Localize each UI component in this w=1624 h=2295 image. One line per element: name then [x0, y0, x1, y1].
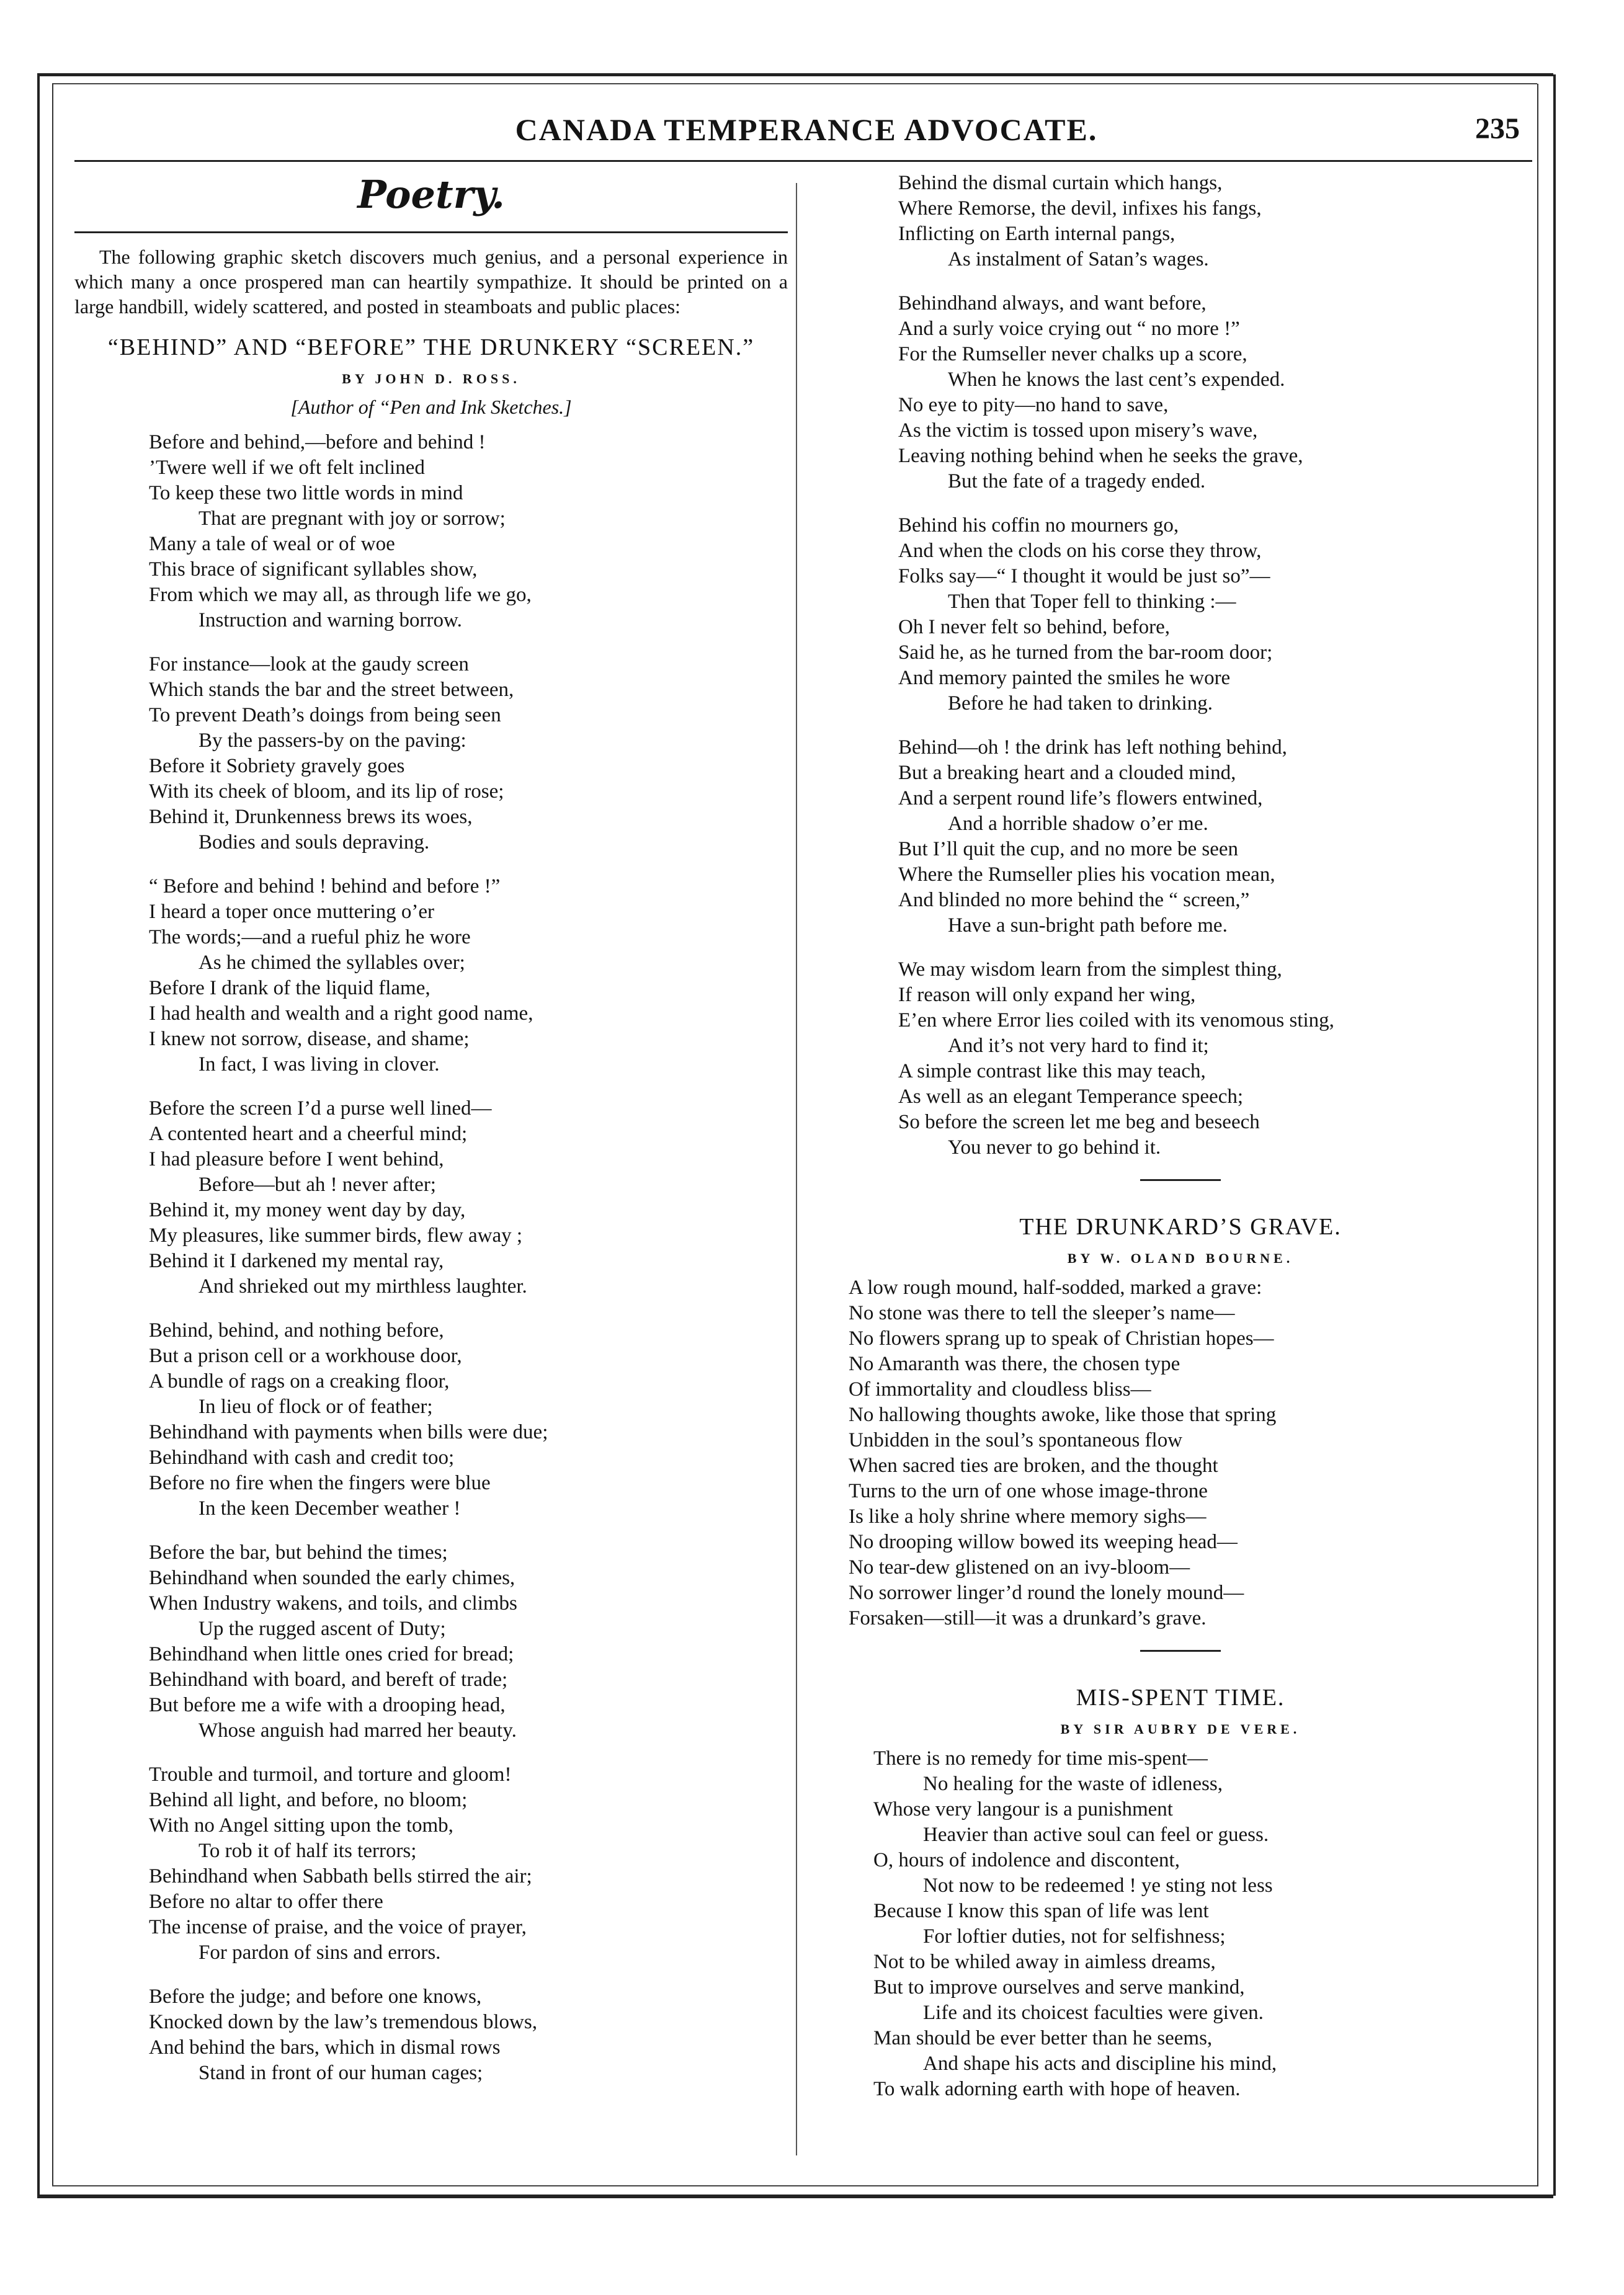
poem3-byline: BY SIR AUBRY DE VERE. [1060, 1721, 1301, 1737]
poem-line: I had health and wealth and a right good name, [149, 1002, 533, 1025]
separator-rule [1140, 1650, 1221, 1652]
poem-title: “BEHIND” AND “BEFORE” THE DRUNKERY “SCREEN.” [107, 334, 755, 360]
poem-line: With no Angel sitting upon the tomb, [149, 1814, 453, 1837]
poem2-byline: BY W. OLAND BOURNE. [1067, 1250, 1294, 1266]
stanza [824, 957, 1537, 1161]
stanza [74, 1762, 788, 1966]
poem-line: And shrieked out my mirthless laughter. [199, 1275, 527, 1298]
poem-line: This brace of significant syllables show, [149, 558, 478, 581]
section-heading: Poetry. [357, 172, 505, 217]
intro-paragraph: The following graphic sketch discovers much genius, and a personal experience in which many a once prospered man can heartily sympathize. It should be printed on a large handbill, widely scattered, and posted in steamboats and public places: [74, 246, 788, 318]
poem-line: If reason will only expand her wing, [898, 984, 1196, 1006]
separator-rule [1140, 1179, 1221, 1181]
right-column [824, 171, 1537, 2121]
poem-line: Behind it I darkened my mental ray, [149, 1250, 444, 1272]
poem-line: Of immortality and cloudless bliss— [849, 1378, 1151, 1401]
poem-line: Behindhand always, and want before, [898, 292, 1207, 314]
poem-line: Before no altar to offer there [149, 1891, 383, 1913]
heading-rule [74, 231, 788, 233]
poem-line: No stone was there to tell the sleeper’s name— [849, 1302, 1235, 1324]
poem-line: No sorrower linger’d round the lonely mound— [849, 1582, 1244, 1604]
poem-line: For pardon of sins and errors. [199, 1941, 441, 1964]
poem-line: There is no remedy for time mis-spent— [873, 1747, 1208, 1770]
poem-line: And blinded no more behind the “ screen,” [898, 889, 1250, 911]
poem-line: When he knows the last cent’s expended. [948, 368, 1285, 391]
poem-line: For instance—look at the gaudy screen [149, 653, 469, 675]
poem-stanzas-right [824, 171, 1537, 1161]
poem-line: Behindhand with payments when bills were due; [149, 1421, 548, 1443]
poem-line: Before and behind,—before and behind ! [149, 431, 486, 453]
poem-line: Before the judge; and before one knows, [149, 1985, 482, 2008]
poem-line: Have a sun-bright path before me. [948, 914, 1228, 937]
poem-line: We may wisdom learn from the simplest thing, [898, 958, 1282, 981]
poem-line: Not to be whiled away in aimless dreams, [873, 1951, 1216, 1973]
poem-line: ’Twere well if we oft felt inclined [149, 457, 425, 479]
publication-title: CANADA TEMPERANCE ADVOCATE. [515, 112, 1098, 147]
poem-line: But a breaking heart and a clouded mind, [898, 762, 1236, 784]
poem-line: As well as an elegant Temperance speech; [898, 1085, 1244, 1108]
poem-byline: BY JOHN D. ROSS. [342, 371, 520, 386]
poem-line: And it’s not very hard to find it; [948, 1035, 1209, 1057]
poem-line: But I’ll quit the cup, and no more be seen [898, 838, 1239, 860]
poem-line: Stand in front of our human cages; [199, 2062, 483, 2084]
poem-line: No Amaranth was there, the chosen type [849, 1353, 1180, 1375]
poem-line: Before the bar, but behind the times; [149, 1541, 448, 1564]
poem-line: In fact, I was living in clover. [199, 1053, 440, 1076]
masthead-rule [74, 160, 1532, 162]
poem-line: Which stands the bar and the street between, [149, 679, 514, 701]
poem-line: No drooping willow bowed its weeping head— [849, 1531, 1238, 1553]
poem-line: For loftier duties, not for selfishness; [923, 1925, 1226, 1948]
poem-line: Up the rugged ascent of Duty; [199, 1618, 446, 1640]
poem-line: Before—but ah ! never after; [199, 1174, 436, 1196]
poem-line: Then that Toper fell to thinking :— [948, 590, 1236, 613]
poem-stanzas-left [74, 430, 788, 2086]
poem-line: Instruction and warning borrow. [199, 609, 462, 631]
poem-line: No tear-dew glistened on an ivy-bloom— [849, 1556, 1190, 1579]
poem-line: Behindhand with cash and credit too; [149, 1446, 455, 1469]
poem-line: Said he, as he turned from the bar-room door; [898, 641, 1273, 664]
stanza [74, 1096, 788, 1299]
poem-line: Before it Sobriety gravely goes [149, 755, 405, 777]
poem-line: The incense of praise, and the voice of prayer, [149, 1916, 527, 1938]
poem-line: Behind all light, and before, no bloom; [149, 1789, 468, 1811]
poem-line: And memory painted the smiles he wore [898, 667, 1231, 689]
stanza [74, 430, 788, 633]
poem-line: Behind, behind, and nothing before, [149, 1319, 444, 1342]
poem-line: But the fate of a tragedy ended. [948, 470, 1206, 492]
poem-line: Before I drank of the liquid flame, [149, 977, 431, 999]
poem2-title: THE DRUNKARD’S GRAVE. [1019, 1214, 1342, 1240]
stanza [74, 1984, 788, 2086]
poem-line: “ Before and behind ! behind and before !” [149, 875, 501, 898]
poem-line: And a horrible shadow o’er me. [948, 813, 1208, 835]
poem-line: That are pregnant with joy or sorrow; [199, 507, 506, 530]
poem-line: With its cheek of bloom, and its lip of rose; [149, 780, 504, 803]
poem-line: Because I know this span of life was lent [873, 1900, 1209, 1922]
poem-line: As the victim is tossed upon misery’s wave, [898, 419, 1258, 442]
frame-bottom-rule [37, 2195, 1553, 2198]
poem-line: But a prison cell or a workhouse door, [149, 1345, 462, 1367]
poem-line: Bodies and souls depraving. [199, 831, 430, 853]
poem-line: Behindhand when Sabbath bells stirred the air; [149, 1865, 532, 1887]
poem-line: In the keen December weather ! [199, 1497, 461, 1520]
poem-line: Before the screen I’d a purse well lined— [149, 1097, 492, 1120]
poem-attribution: [Author of “Pen and Ink Sketches.] [290, 396, 572, 418]
poem-line: E’en where Error lies coiled with its venomous sting, [898, 1009, 1334, 1032]
poem-line: Life and its choicest faculties were given. [923, 2002, 1264, 2024]
poem-line: Oh I never felt so behind, before, [898, 616, 1171, 638]
poem-line: My pleasures, like summer birds, flew away ; [149, 1224, 523, 1247]
poem-line: Behind it, Drunkenness brews its woes, [149, 806, 473, 828]
stanza [824, 735, 1537, 938]
stanza [824, 513, 1537, 716]
poem-line: When sacred ties are broken, and the thought [849, 1455, 1218, 1477]
poem-line: A contented heart and a cheerful mind; [149, 1123, 468, 1145]
poem-line: And a surly voice crying out “ no more !” [898, 318, 1240, 340]
poem-line: No flowers sprang up to speak of Christian hopes— [849, 1327, 1274, 1350]
stanza [74, 652, 788, 855]
poem-line: The words;—and a rueful phiz he wore [149, 926, 471, 948]
poem-line: Whose very langour is a punishment [873, 1798, 1173, 1820]
poem-line: A low rough mound, half-sodded, marked a grave: [849, 1277, 1262, 1299]
poem-line: O, hours of indolence and discontent, [873, 1849, 1180, 1871]
column-divider [796, 183, 797, 2155]
poem-line: Where the Rumseller plies his vocation mean, [898, 863, 1275, 886]
poem3-body [824, 1746, 1537, 2102]
poem-line: So before the screen let me beg and beseech [898, 1111, 1260, 1133]
poem-line: No healing for the waste of idleness, [923, 1773, 1223, 1795]
poem-line: Behind the dismal curtain which hangs, [898, 172, 1223, 194]
poem-line: Whose anguish had marred her beauty. [199, 1719, 517, 1742]
stanza [74, 874, 788, 1077]
poem-line: From which we may all, as through life we go, [149, 584, 532, 606]
poem-line: Behindhand when little ones cried for bread; [149, 1643, 514, 1665]
poem-line: Behindhand with board, and bereft of trade; [149, 1669, 508, 1691]
poem-line: Heavier than active soul can feel or guess. [923, 1824, 1269, 1846]
poem-line: I heard a toper once muttering o’er [149, 901, 434, 923]
poem3-title: MIS-SPENT TIME. [1076, 1685, 1285, 1711]
poem-line: As instalment of Satan’s wages. [948, 248, 1209, 270]
poem-line: Leaving nothing behind when he seeks the grave, [898, 445, 1303, 467]
poem-line: When Industry wakens, and toils, and climbs [149, 1592, 517, 1615]
stanza [824, 171, 1537, 272]
poem-line: To rob it of half its terrors; [199, 1840, 417, 1862]
poem-line: Before no fire when the fingers were blue [149, 1472, 491, 1494]
poem-line: Many a tale of weal or of woe [149, 533, 395, 555]
stanza [74, 1540, 788, 1744]
poem-line: Behind his coffin no mourners go, [898, 514, 1179, 537]
frame-bottom-inner-rule [52, 2185, 1537, 2186]
poem-line: Not now to be redeemed ! ye sting not less [923, 1874, 1273, 1897]
poem-line: No hallowing thoughts awoke, like those that spring [849, 1404, 1277, 1426]
poem-line: Behind—oh ! the drink has left nothing behind, [898, 736, 1287, 759]
poem-line: I had pleasure before I went behind, [149, 1148, 444, 1170]
poem-line: In lieu of flock or of feather; [199, 1396, 433, 1418]
poem-line: Man should be ever better than he seems, [873, 2027, 1213, 2049]
poem-line: Folks say—“ I thought it would be just so”— [898, 565, 1270, 587]
poem-line: For the Rumseller never chalks up a score, [898, 343, 1247, 365]
poem2-body [824, 1275, 1537, 1631]
poem-line: As he chimed the syllables over; [199, 951, 465, 974]
poem-line: And shape his acts and discipline his mind, [923, 2052, 1277, 2075]
poem-line: A bundle of rags on a creaking floor, [149, 1370, 450, 1393]
poem-line: And behind the bars, which in dismal rows [149, 2036, 501, 2059]
poem-line: Is like a holy shrine where memory sighs— [849, 1505, 1207, 1528]
poem-line: I knew not sorrow, disease, and shame; [149, 1028, 470, 1050]
left-column [74, 171, 788, 2105]
poem-line: Forsaken—still—it was a drunkard’s grave. [849, 1607, 1207, 1629]
poem-line: A simple contrast like this may teach, [898, 1060, 1206, 1082]
poem-line: And a serpent round life’s flowers entwined, [898, 787, 1263, 809]
page-number: 235 [1475, 112, 1520, 145]
poem-line: But before me a wife with a drooping head, [149, 1694, 506, 1716]
poem-line: Behind it, my money went day by day, [149, 1199, 466, 1221]
poem-line: To prevent Death’s doings from being seen [149, 704, 501, 726]
poem-line: Behindhand when sounded the early chimes, [149, 1567, 515, 1589]
poem-line: To walk adorning earth with hope of heaven. [873, 2078, 1241, 2100]
poem-line: Inflicting on Earth internal pangs, [898, 223, 1176, 245]
poem-line: Turns to the urn of one whose image-throne [849, 1480, 1208, 1502]
poem-line: Knocked down by the law’s tremendous blows, [149, 2011, 537, 2033]
masthead [0, 112, 1624, 155]
poem-line: And when the clods on his corse they throw, [898, 540, 1262, 562]
stanza [74, 1318, 788, 1522]
poem-line: Unbidden in the soul’s spontaneous flow [849, 1429, 1183, 1451]
poem-line: Before he had taken to drinking. [948, 692, 1213, 715]
poem-line: You never to go behind it. [948, 1136, 1161, 1159]
poem-line: Trouble and turmoil, and torture and gloom! [149, 1763, 512, 1786]
poem-line: But to improve ourselves and serve mankind, [873, 1976, 1245, 1999]
poem-line: No eye to pity—no hand to save, [898, 394, 1169, 416]
poem-line: By the passers-by on the paving: [199, 729, 466, 752]
poem-line: Where Remorse, the devil, infixes his fangs, [898, 197, 1262, 220]
poem-line: To keep these two little words in mind [149, 482, 463, 504]
stanza [824, 291, 1537, 494]
